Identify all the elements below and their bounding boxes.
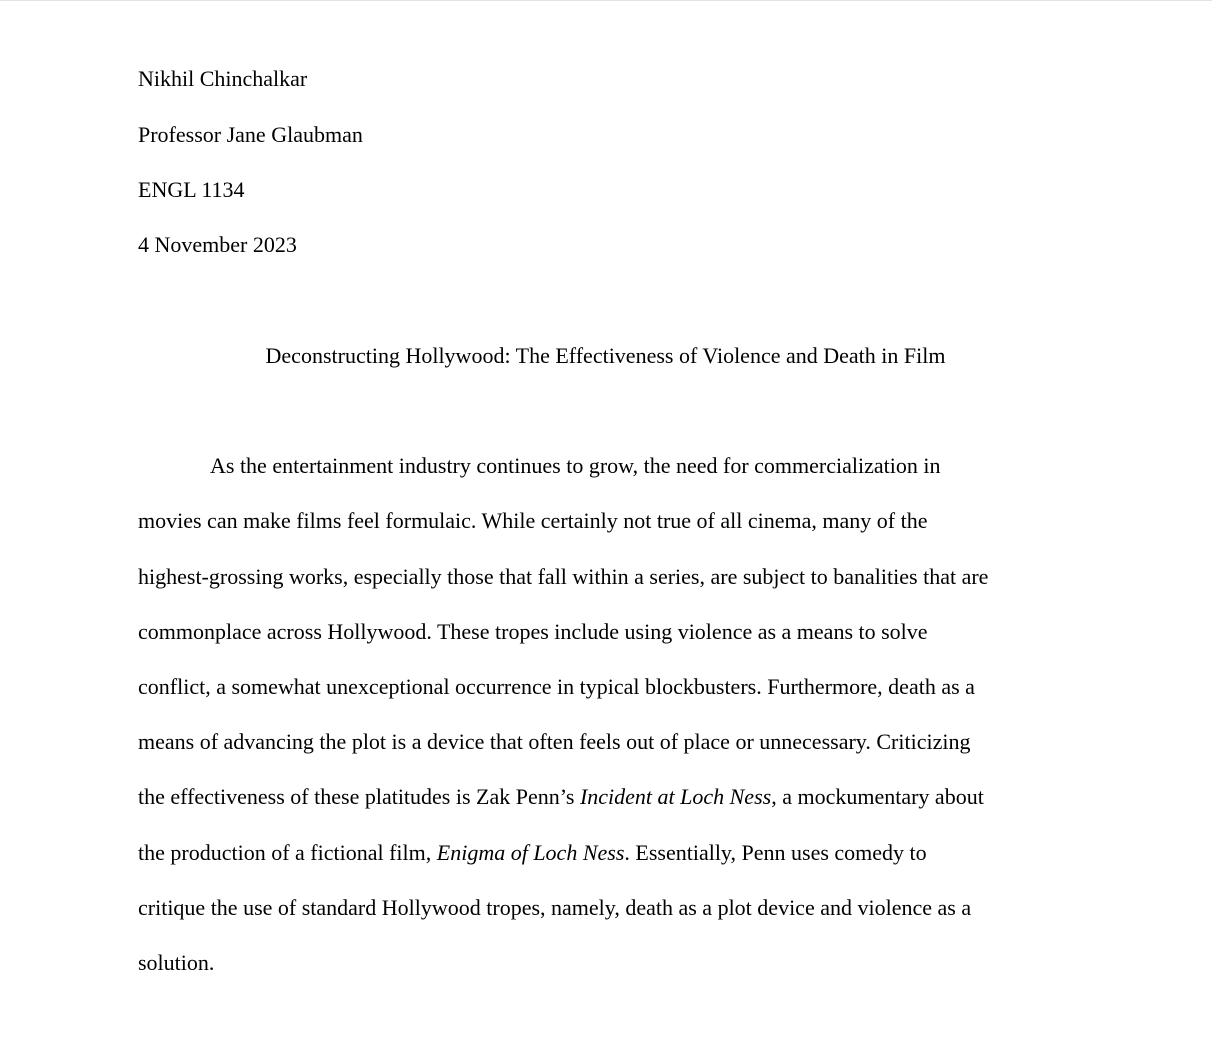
paragraph-line: commonplace across Hollywood. These tropes include using violence as a means to solve	[138, 619, 928, 644]
paragraph-text: the production of a fictional film,	[138, 840, 437, 865]
film-title-incident: Incident at Loch Ness	[579, 784, 772, 809]
paragraph-line: As the entertainment industry continues to grow, the need for commercialization in	[210, 453, 941, 478]
paragraph-line: conflict, a somewhat unexceptional occurrence in typical blockbusters. Furthermore, death as a	[138, 674, 975, 699]
paragraph-line: movies can make films feel formulaic. While certainly not true of all cinema, many of the	[138, 508, 928, 533]
paragraph-line	[138, 783, 984, 811]
course-code: ENGL 1134	[138, 177, 245, 202]
paragraph-line: highest-grossing works, especially those that fall within a series, are subject to banalities that are	[138, 564, 989, 589]
paragraph-line: solution.	[138, 950, 215, 975]
essay-title: Deconstructing Hollywood: The Effectiveness of Violence and Death in Film	[265, 343, 946, 368]
professor-name: Professor Jane Glaubman	[138, 122, 363, 147]
paragraph-text: . Essentially, Penn uses comedy to	[624, 840, 927, 865]
page-top-border	[0, 0, 1212, 1]
essay-date: 4 November 2023	[138, 232, 297, 257]
paragraph-line: critique the use of standard Hollywood tropes, namely, death as a plot device and violence as a	[138, 895, 972, 920]
film-title-enigma: Enigma of Loch Ness	[436, 840, 625, 865]
paragraph-line	[138, 839, 927, 867]
author-name: Nikhil Chinchalkar	[138, 66, 308, 91]
paragraph-line: means of advancing the plot is a device that often feels out of place or unnecessary. Criticizing	[138, 729, 971, 754]
paragraph-text: , a mockumentary about	[771, 784, 984, 809]
paragraph-text: the effectiveness of these platitudes is Zak Penn’s	[138, 784, 580, 809]
